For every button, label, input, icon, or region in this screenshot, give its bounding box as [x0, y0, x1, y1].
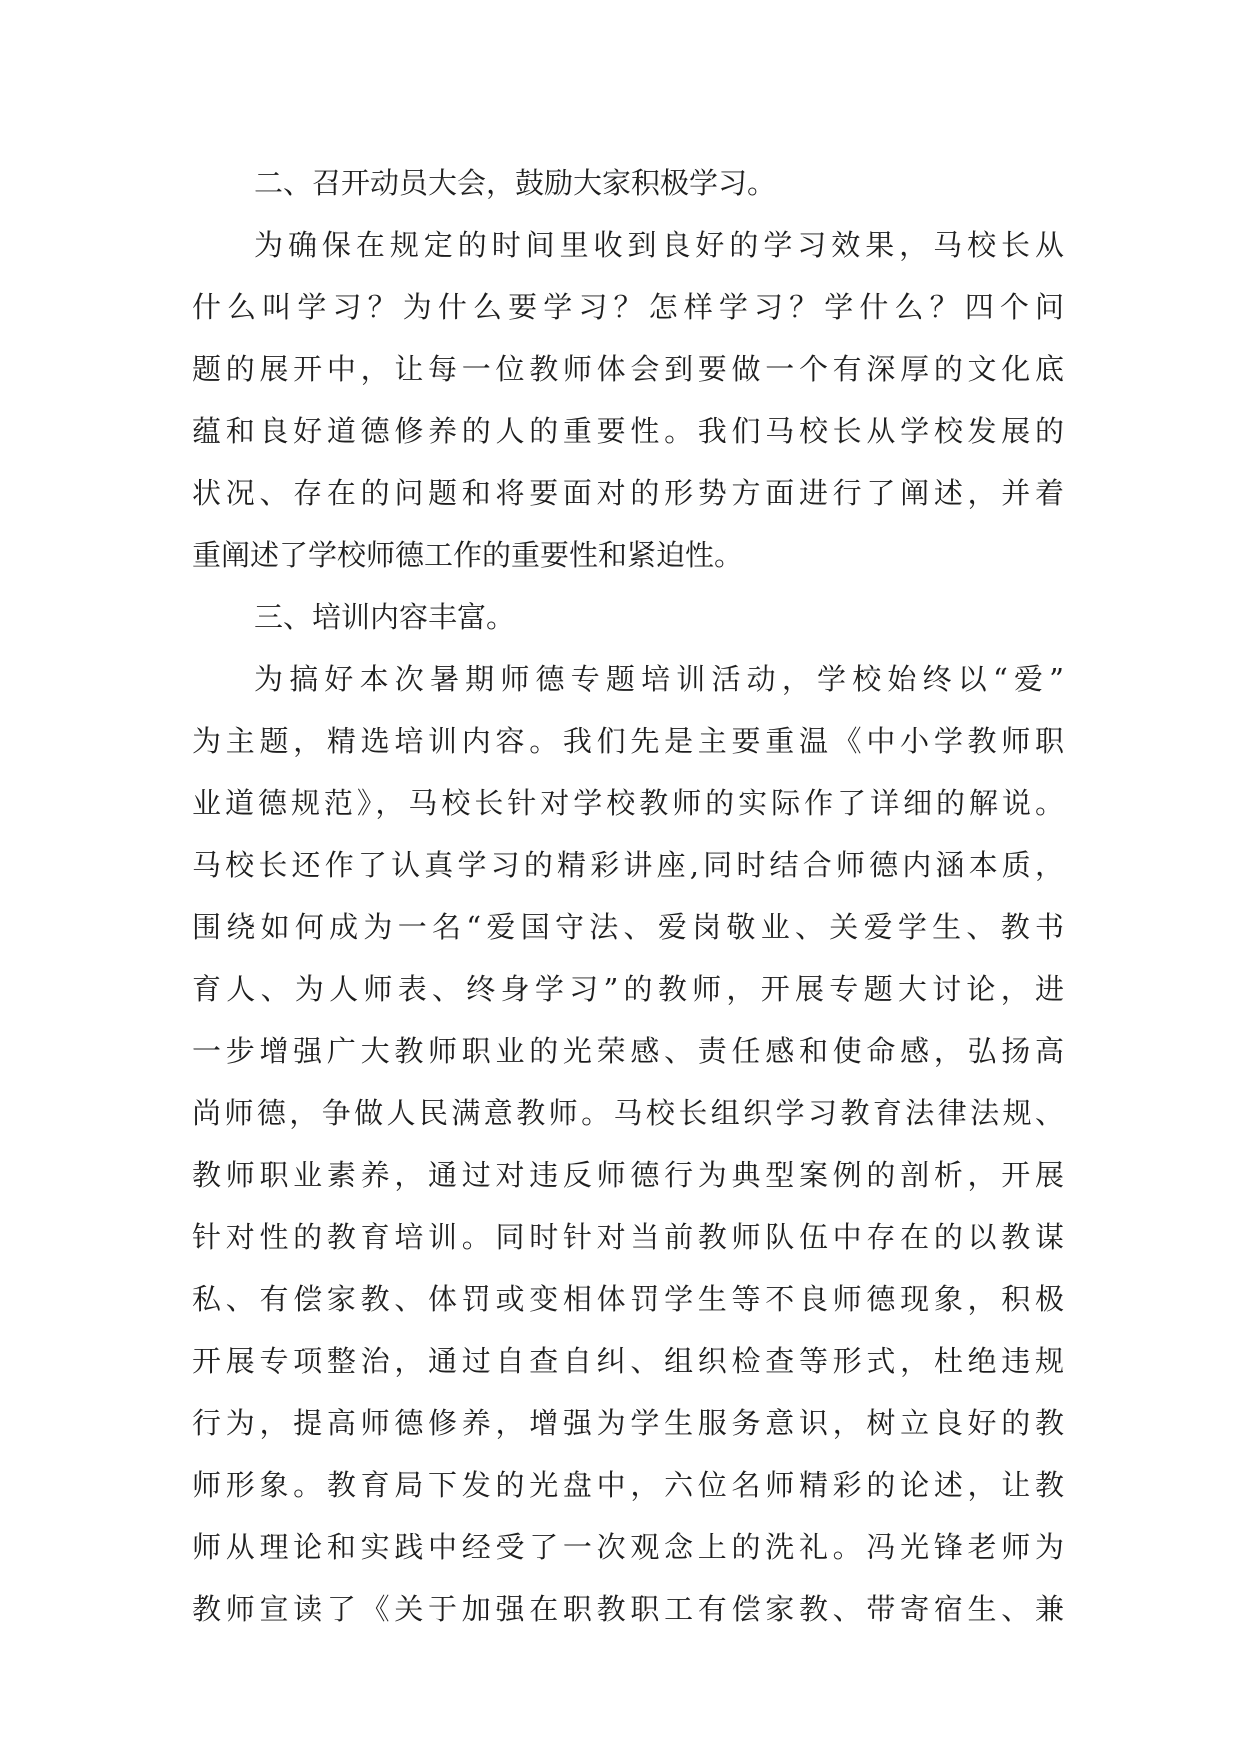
- paragraph-line: 针对性的教育培训。同时针对当前教师队伍中存在的以教谋: [192, 1220, 1064, 1254]
- paragraph-line: 师形象。教育局下发的光盘中，六位名师精彩的论述，让教: [192, 1468, 1064, 1502]
- paragraph-line: 育人、为人师表、终身学习”的教师，开展专题大讨论，进: [192, 972, 1064, 1006]
- paragraph-line: 为主题，精选培训内容。我们先是主要重温《中小学教师职: [192, 724, 1064, 758]
- paragraph-line: 马校长还作了认真学习的精彩讲座,同时结合师德内涵本质，: [192, 848, 1064, 882]
- paragraph-line: 蕴和良好道德修养的人的重要性。我们马校长从学校发展的: [192, 414, 1064, 448]
- paragraph-line: 教师宣读了《关于加强在职教职工有偿家教、带寄宿生、兼: [192, 1592, 1064, 1626]
- section-heading-2: 二、召开动员大会，鼓励大家积极学习。: [254, 166, 777, 200]
- paragraph-line: 状况、存在的问题和将要面对的形势方面进行了阐述，并着: [192, 476, 1064, 510]
- paragraph-line: 一步增强广大教师职业的光荣感、责任感和使命感，弘扬高: [192, 1034, 1064, 1068]
- section-heading-3: 三、培训内容丰富。: [254, 600, 516, 634]
- paragraph-line: 业道德规范》，马校长针对学校教师的实际作了详细的解说。: [192, 786, 1064, 820]
- paragraph-line: 行为，提高师德修养，增强为学生服务意识，树立良好的教: [192, 1406, 1064, 1440]
- paragraph-line: 重阐述了学校师德工作的重要性和紧迫性。: [192, 538, 744, 572]
- paragraph-line: 开展专项整治，通过自查自纠、组织检查等形式，杜绝违规: [192, 1344, 1064, 1378]
- paragraph-line: 题的展开中，让每一位教师体会到要做一个有深厚的文化底: [192, 352, 1064, 386]
- paragraph-line: 私、有偿家教、体罚或变相体罚学生等不良师德现象，积极: [192, 1282, 1064, 1316]
- paragraph-line: 什么叫学习？为什么要学习？怎样学习？学什么？四个问: [192, 290, 1064, 324]
- paragraph-line: 师从理论和实践中经受了一次观念上的洗礼。冯光锋老师为: [192, 1530, 1064, 1564]
- paragraph-line: 教师职业素养，通过对违反师德行为典型案例的剖析，开展: [192, 1158, 1064, 1192]
- paragraph-line: 为确保在规定的时间里收到良好的学习效果，马校长从: [254, 228, 1064, 262]
- paragraph-line: 围绕如何成为一名“爱国守法、爱岗敬业、关爱学生、教书: [192, 910, 1064, 944]
- document-body: [192, 152, 1064, 1640]
- paragraph-line: 尚师德，争做人民满意教师。马校长组织学习教育法律法规、: [192, 1096, 1064, 1130]
- paragraph-line: 为搞好本次暑期师德专题培训活动，学校始终以“爱”: [254, 662, 1064, 696]
